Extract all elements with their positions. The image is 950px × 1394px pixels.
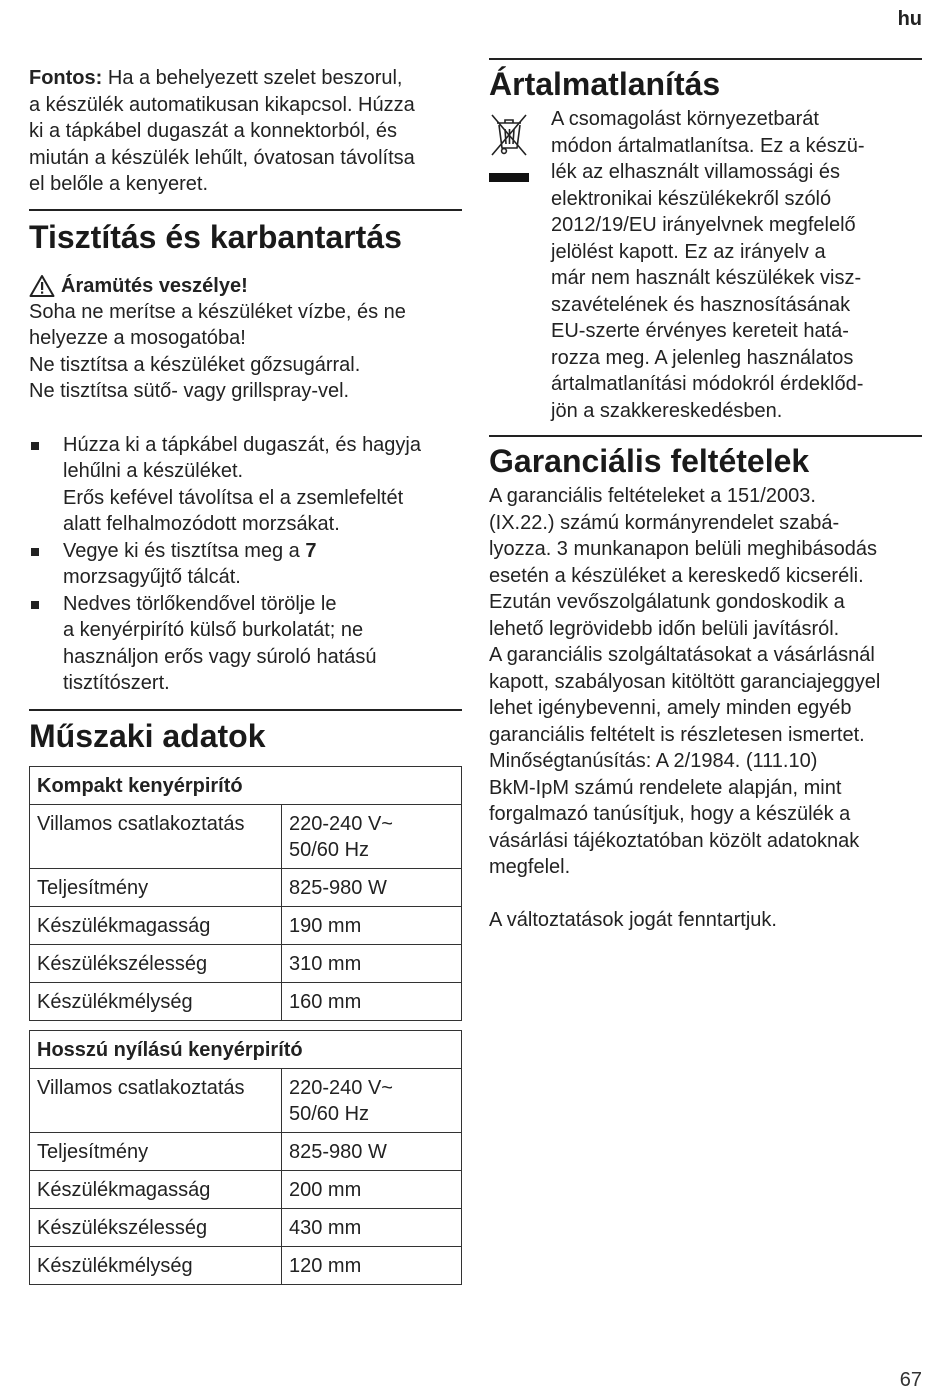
warning-title-text: Áramütés veszélye! [61, 274, 248, 297]
step-line: tisztítószert. [63, 672, 170, 694]
spec-label: Készülékmélység [30, 1246, 282, 1284]
spec-value: 220-240 V~ 50/60 Hz [282, 804, 462, 868]
spec-value: 200 mm [282, 1170, 462, 1208]
warning-line: helyezze a mosogatóba! [29, 327, 246, 349]
note-line: ki a tápkábel dugaszát a konnektorból, és [29, 120, 398, 142]
spec-value: 160 mm [282, 982, 462, 1020]
table-row [30, 1170, 462, 1208]
disposal-line: jelölést kapott. Ez az irányelv a [551, 240, 826, 263]
spec-table-compact [29, 766, 462, 1021]
changes-reserved-note: A változtatások jogát fenntartjuk. [489, 908, 777, 931]
shock-warning-title [29, 273, 462, 299]
warranty-line: Minőségtanúsítás: A 2/1984. (111.10) [489, 750, 818, 772]
spec-value: 430 mm [282, 1208, 462, 1246]
disposal-line: A csomagolást környezetbarát [551, 108, 819, 130]
warranty-line: A garanciális szolgáltatásokat a vásárlásnál [489, 644, 875, 666]
step-line [63, 538, 462, 565]
disposal-line: 2012/19/EU irányelvnek megfelelő [551, 214, 856, 236]
table-row [30, 906, 462, 944]
spec-label: Villamos csatlakoztatás [30, 804, 282, 868]
bullet-square-icon [31, 548, 39, 556]
table-row [30, 1030, 462, 1068]
step-line: a kenyérpirító külső burkolatát; ne [63, 619, 364, 641]
bullet-square-icon [31, 601, 39, 609]
part-number: 7 [305, 539, 317, 562]
warranty-section-title: Garanciális feltételek [489, 443, 810, 479]
page-number: 67 [899, 1369, 922, 1391]
table-row [30, 1208, 462, 1246]
cleaning-steps [29, 432, 462, 697]
section-divider [489, 435, 922, 437]
disposal-line: lék az elhasznált villamossági és [551, 161, 841, 183]
weee-symbol [489, 106, 535, 424]
weee-bar-icon [489, 173, 529, 182]
table-row [30, 766, 462, 804]
table-row [30, 868, 462, 906]
warranty-line: garanciális feltételt is részletesen ismertet. [489, 723, 865, 746]
warranty-line: Ezután vevőszolgálatunk gondoskodik a [489, 591, 845, 613]
bullet-square-icon [31, 442, 39, 450]
table-row [30, 1068, 462, 1132]
step-line: Erős kefével távolítsa el a zsemlefeltét [63, 486, 404, 509]
spec-label: Készülékmélység [30, 982, 282, 1020]
spec-value: 825-980 W [282, 868, 462, 906]
warranty-line: lehető legrövidebb időn belüli javításról. [489, 617, 840, 640]
spec-value: 190 mm [282, 906, 462, 944]
step-line: Nedves törlőkendővel törölje le [63, 592, 337, 615]
section-divider [489, 58, 922, 60]
important-note [29, 65, 462, 198]
warning-triangle-icon [29, 274, 55, 298]
cleaning-section-title: Tisztítás és karbantartás [29, 218, 402, 255]
disposal-line: ártalmatlanítási módokról érdeklőd- [551, 373, 864, 395]
left-column [29, 0, 462, 1285]
warranty-line: kapott, szabályosan kitöltött garanciajeggyel [489, 670, 881, 693]
spec-table-long-slot [29, 1030, 462, 1285]
warning-line: Ne tisztítsa sütő- vagy grillspray-vel. [29, 380, 350, 402]
specs-section-title: Műszaki adatok [29, 717, 266, 754]
warranty-line: forgalmazó tanúsítjuk, hogy a készülék a [489, 803, 851, 825]
spec-label: Teljesítmény [30, 1132, 282, 1170]
warranty-line: vásárlási tájékoztatóban közölt adatoknak [489, 829, 860, 852]
step-line: használjon erős vagy súroló hatású [63, 645, 377, 668]
spec-label: Készülékszélesség [30, 944, 282, 982]
step-line: morzsagyűjtő tálcát. [63, 566, 241, 588]
warranty-line: A garanciális feltételeket a 151/2003. [489, 485, 816, 507]
spec-value: 825-980 W [282, 1132, 462, 1170]
spec-label: Készülékszélesség [30, 1208, 282, 1246]
list-item [29, 432, 462, 538]
disposal-line: jön a szakkereskedésben. [551, 399, 783, 422]
warranty-line: megfelel. [489, 856, 571, 878]
note-line: el belőle a kenyeret. [29, 173, 209, 195]
warranty-line: esetén a készüléket a kereskedő kicseréli. [489, 564, 864, 587]
disposal-line: EU-szerte érvényes kereteit hatá- [551, 320, 849, 342]
crossed-out-wheelie-bin-icon [489, 112, 529, 158]
spec-value: 310 mm [282, 944, 462, 982]
step-line: alatt felhalmozódott morzsákat. [63, 513, 340, 535]
step-text: Vegye ki és tisztítsa meg a [63, 539, 306, 562]
warranty-line: BkM-IpM számú rendelete alapján, mint [489, 776, 842, 799]
step-line: Húzza ki a tápkábel dugaszát, és hagyja [63, 433, 421, 456]
table-heading: Kompakt kenyérpirító [30, 766, 462, 804]
disposal-section-title: Ártalmatlanítás [489, 66, 721, 102]
disposal-line: már nem használt készülékek visz- [551, 267, 862, 289]
language-code: hu [897, 8, 922, 30]
warranty-line: lyozza. 3 munkanapon belüli meghibásodás [489, 538, 878, 560]
step-line: lehűlni a készüléket. [63, 460, 244, 482]
table-row [30, 982, 462, 1020]
table-row [30, 1246, 462, 1284]
note-line: a készülék automatikusan kikapcsol. Húzza [29, 93, 415, 116]
note-line: miután a készülék lehűlt, óvatosan távolítsa [29, 146, 415, 169]
spec-value: 220-240 V~ 50/60 Hz [282, 1068, 462, 1132]
section-divider [29, 709, 462, 711]
warranty-line: (IX.22.) számú kormányrendelet szabá- [489, 511, 840, 534]
spec-label: Villamos csatlakoztatás [30, 1068, 282, 1132]
warning-line: Soha ne merítse a készüléket vízbe, és ne [29, 300, 406, 323]
disposal-text [551, 106, 864, 424]
disposal-line: elektronikai készülékekről szóló [551, 187, 832, 210]
spec-label: Teljesítmény [30, 868, 282, 906]
disposal-line: módon ártalmatlanítsa. Ez a készü- [551, 134, 865, 157]
important-label: Fontos: [29, 67, 103, 89]
disposal-line: rozza meg. A jelenleg használatos [551, 346, 854, 369]
spec-label: Készülékmagasság [30, 906, 282, 944]
note-line: Ha a behelyezett szelet beszorul, [107, 67, 403, 89]
disposal-line: szavételének és hasznosításának [551, 293, 851, 316]
right-column [489, 0, 922, 933]
disposal-block [489, 106, 922, 424]
table-heading: Hosszú nyílású kenyérpirító [30, 1030, 462, 1068]
section-divider [29, 209, 462, 211]
shock-warning-text [29, 299, 462, 405]
list-item [29, 538, 462, 591]
table-row [30, 1132, 462, 1170]
spec-value: 120 mm [282, 1246, 462, 1284]
warning-line: Ne tisztítsa a készüléket gőzsugárral. [29, 353, 361, 376]
warranty-line: lehet igénybevenni, amely minden egyéb [489, 697, 852, 719]
spec-label: Készülékmagasság [30, 1170, 282, 1208]
table-row [30, 804, 462, 868]
list-item [29, 591, 462, 697]
warranty-text [489, 483, 922, 881]
table-row [30, 944, 462, 982]
